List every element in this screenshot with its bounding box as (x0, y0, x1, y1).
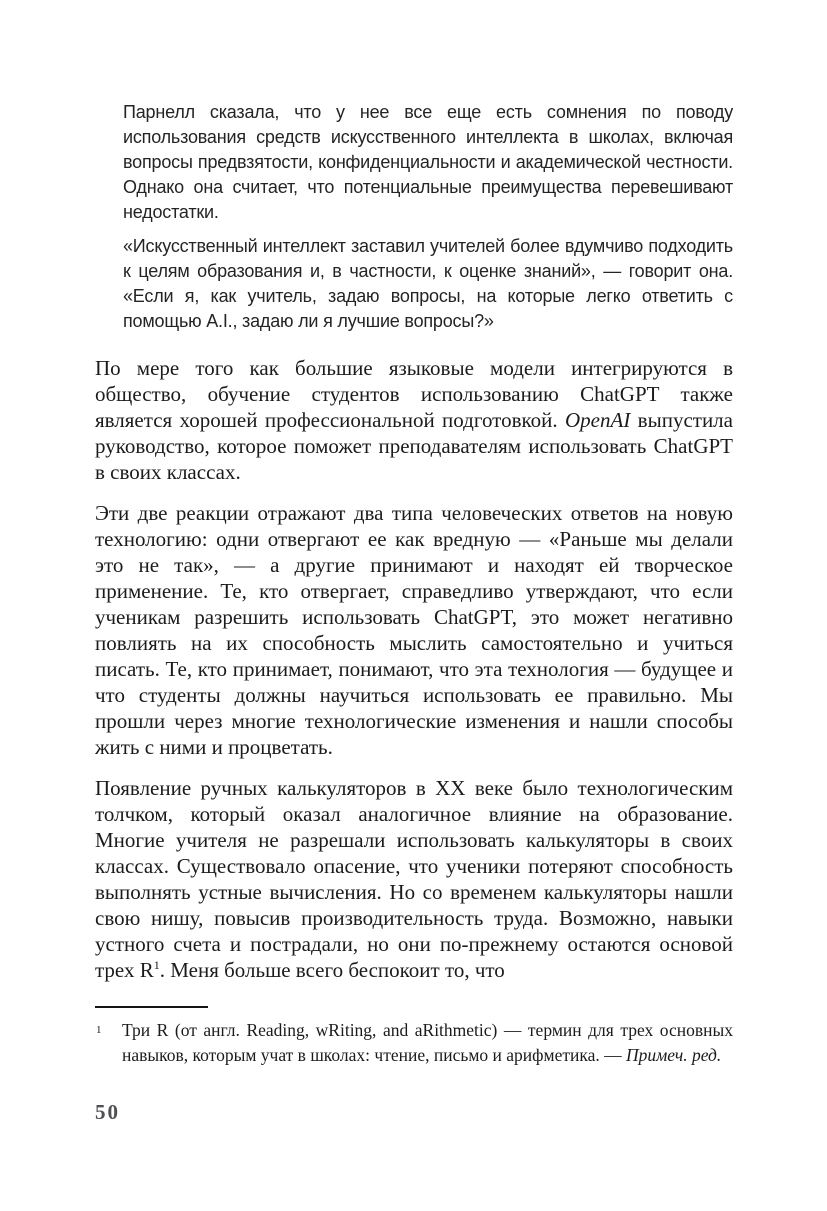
body-paragraph-2: Эти две реакции отражают два типа человеческих ответов на новую технологию: одни отвергают ее как вредную — «Раньше мы делали это не так», — а другие принимают и находят ей творческое применение. Те, кто отвергает, справедливо утверждают, что если ученикам разрешить использовать ChatGPT, это может негативно повлиять на их способность мыслить самостоятельно и учиться писать. Те, кто принимает, понимают, что эта технология — будущее и что студенты должны научиться использовать ее правильно. Мы прошли через многие технологические изменения и нашли способы жить с ними и процветать. (95, 501, 733, 759)
quote-paragraph-1: Парнелл сказала, что у нее все еще есть сомнения по поводу использования средств искусственного интеллекта в школах, включая вопросы предвзятости, конфиденциальности и академической честности. Однако она считает, что потенциальные преимущества перевешивают недостатки. (123, 102, 733, 222)
page-number: 50 (95, 1100, 120, 1124)
body-paragraph-1-italic-openai: OpenAI (565, 408, 631, 432)
footnote-section (95, 1006, 733, 1068)
footnote-divider-rule (95, 1006, 208, 1008)
body-paragraph-3 (95, 775, 733, 983)
body-text (95, 355, 733, 983)
page-content (95, 100, 733, 983)
body-paragraph-3-text: Появление ручных калькуляторов в XX веке было технологическим толчком, который оказал аналогичное влияние на образование. Многие учителя не разрешали использовать калькуляторы в своих классах. Существовало опасение, что ученики потеряют способность выполнять устные вычисления. Но со временем калькуляторы нашли свою нишу, повысив производительность труда. Возможно, навыки устного счета и пострадали, но они по-прежнему остаются основой трех R (95, 776, 733, 982)
footnote-reference-marker: 1 (153, 958, 160, 972)
body-paragraph-1 (95, 355, 733, 485)
footnote-text: Три R (от англ. Reading, wRiting, and aRithmetic) — термин для трех основных навыков, которым учат в школах: чтение, письмо и арифметика. — (122, 1020, 733, 1065)
quote-paragraph-2: «Искусственный интеллект заставил учителей более вдумчиво подходить к целям образования и, в частности, к оценке знаний», — говорит она. «Если я, как учитель, задаю вопросы, на которые легко ответить с помощью A.I., задаю ли я лучшие вопросы?» (123, 236, 733, 331)
body-paragraph-1-text-continued: выпустила руководство, которое поможет преподавателям использовать ChatGPT в своих классах. (95, 408, 733, 484)
body-paragraph-3-text-continued: . Меня больше всего беспокоит то, что (159, 958, 505, 982)
body-paragraph-1-text: По мере того как большие языковые модели интегрируются в общество, обучение студентов использованию ChatGPT также является хорошей профессиональной подготовкой. (95, 356, 733, 432)
footnote-editor-note: Примеч. ред. (626, 1045, 722, 1065)
footnote (95, 1018, 733, 1068)
footnote-marker: 1 (96, 1024, 102, 1036)
